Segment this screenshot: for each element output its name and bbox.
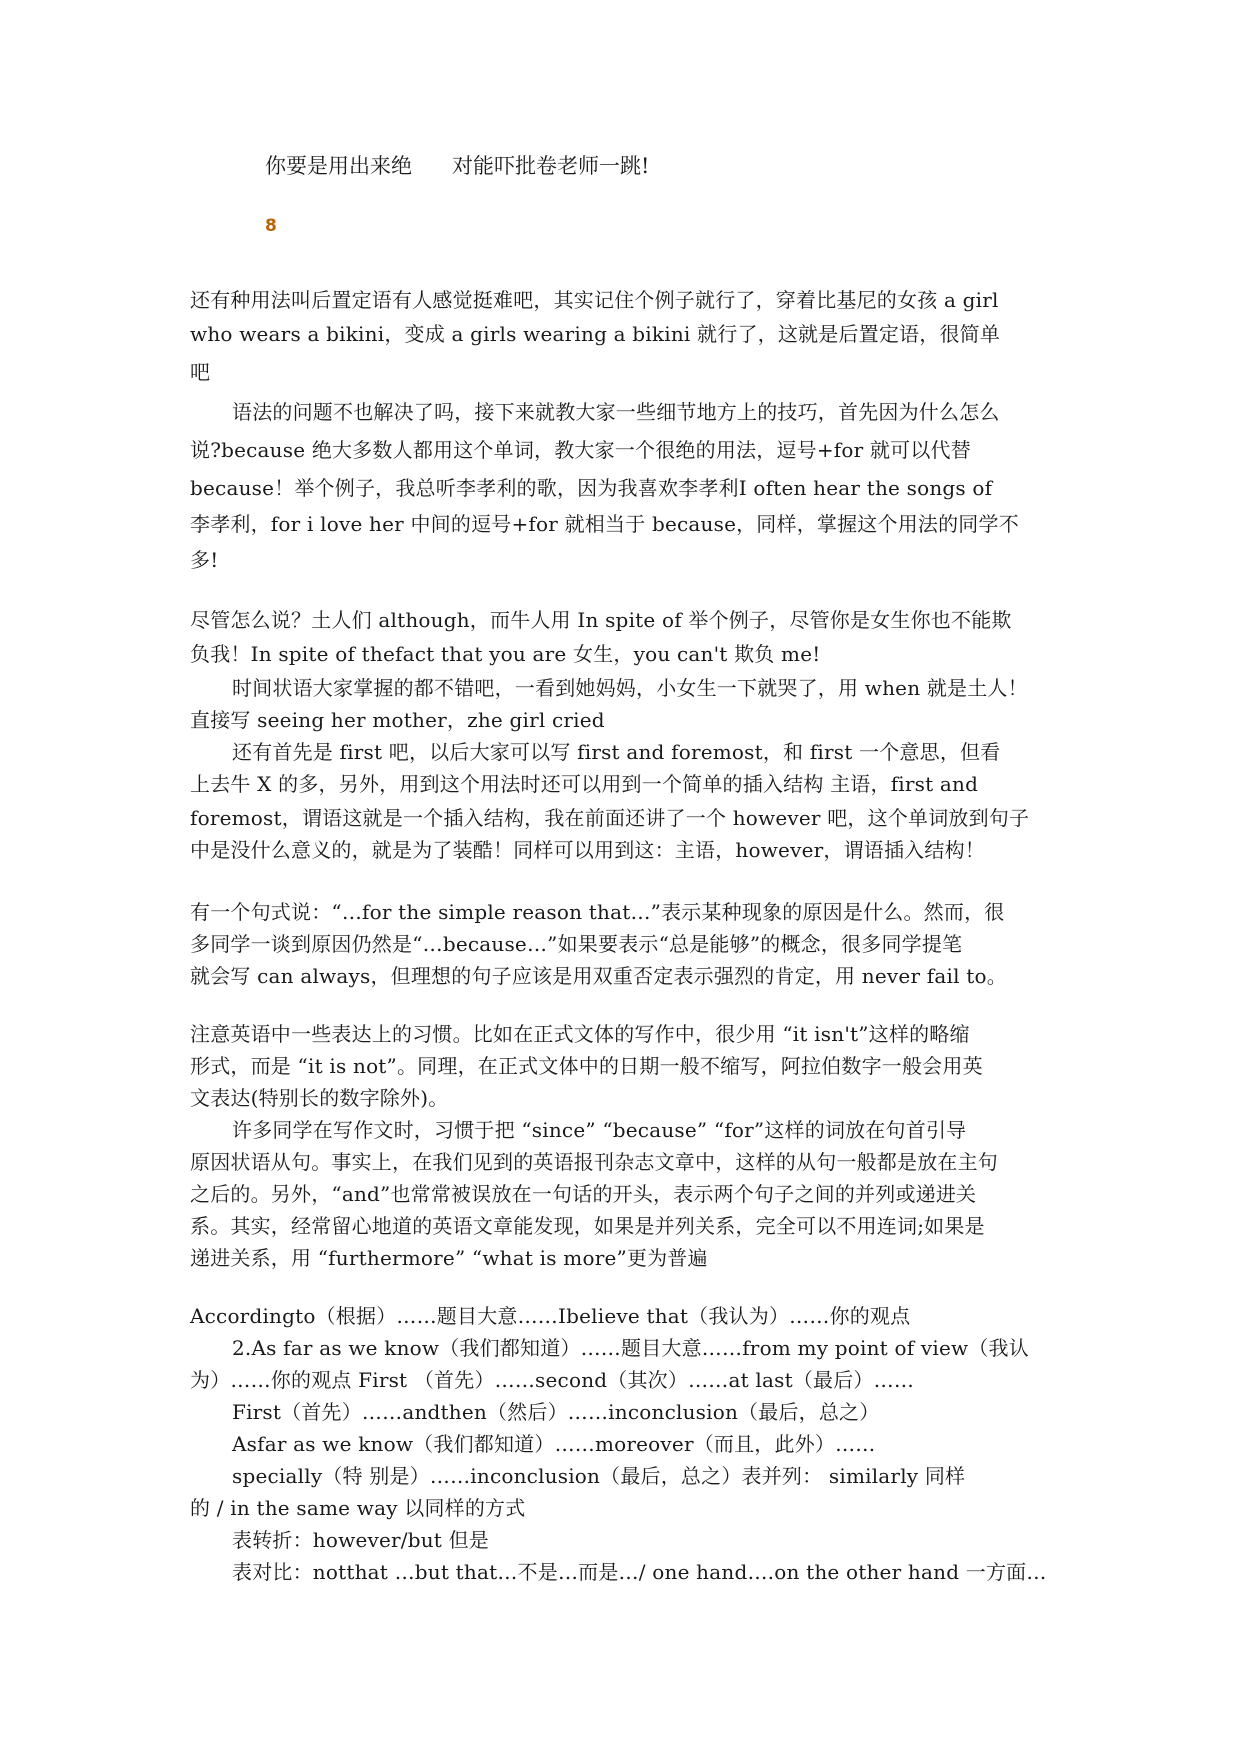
text-line: 的 / in the same way 以同样的方式 xyxy=(190,1496,526,1520)
text-line: 中是没什么意义的，就是为了装酷！同样可以用到这：主语，however，谓语插入结构！ xyxy=(190,838,985,862)
text-line: 许多同学在写作文时，习惯于把 “since” “because” “for”这样的词放在句首引导 xyxy=(232,1118,967,1142)
text-line: 直接写 seeing her mother，zhe girl cried xyxy=(190,708,605,732)
section-number: 8 xyxy=(265,216,277,236)
text-line: 就会写 can always，但理想的句子应该是用双重否定表示强烈的肯定，用 never fail to。 xyxy=(190,964,1007,988)
heading-part-2: 对能吓批卷老师一跳! xyxy=(452,154,650,178)
text-line: 为）……你的观点 First （首先）……second（其次）……at last（最后）…… xyxy=(190,1368,915,1392)
text-line: who wears a bikini，变成 a girls wearing a bikini 就行了，这就是后置定语，很简单 xyxy=(190,322,1001,346)
text-line: First（首先）……andthen（然后）……inconclusion（最后，总之） xyxy=(232,1400,880,1424)
text-line: 语法的问题不也解决了吗，接下来就教大家一些细节地方上的技巧，首先因为什么怎么 xyxy=(232,400,1000,424)
text-line: 上去牛 X 的多，另外，用到这个用法时还可以用到一个简单的插入结构 主语，first and xyxy=(190,772,979,796)
text-line: 2.As far as we know（我们都知道）……题目大意……from my point of view（我认 xyxy=(232,1336,1029,1360)
text-line: 文表达(特别长的数字除外)。 xyxy=(190,1086,449,1110)
text-line: 注意英语中一些表达上的习惯。比如在正式文体的写作中，很少用 “it isn't”这样的略缩 xyxy=(190,1022,970,1046)
text-line: 李孝利，for i love her 中间的逗号+for 就相当于 because，同样，掌握这个用法的同学不 xyxy=(190,512,1019,536)
text-line: because！举个例子，我总听李孝利的歌，因为我喜欢李孝利I often hear the songs of xyxy=(190,476,993,500)
text-line: 有一个句式说：“…for the simple reason that…”表示某种现象的原因是什么。然而，很 xyxy=(190,900,1005,924)
text-line: 原因状语从句。事实上，在我们见到的英语报刊杂志文章中，这样的从句一般都是放在主句 xyxy=(190,1150,998,1174)
text-line: 还有首先是 first 吧，以后大家可以写 first and foremost，和 first 一个意思，但看 xyxy=(232,740,1001,764)
heading-part-1: 你要是用出来绝 xyxy=(265,154,412,178)
text-line: 形式，而是 “it is not”。同理，在正式文体中的日期一般不缩写，阿拉伯数字一般会用英 xyxy=(190,1054,983,1078)
heading-line xyxy=(265,150,649,180)
text-line: 时间状语大家掌握的都不错吧，一看到她妈妈，小女生一下就哭了，用 when 就是土人！ xyxy=(232,676,1028,700)
text-line: 吧 xyxy=(190,360,211,384)
text-line: 说?because 绝大多数人都用这个单词，教大家一个很绝的用法，逗号+for 就可以代替 xyxy=(190,438,971,462)
text-line: 多同学一谈到原因仍然是“…because…”如果要表示“总是能够”的概念，很多同学提笔 xyxy=(190,932,963,956)
text-line: 还有种用法叫后置定语有人感觉挺难吧，其实记住个例子就行了，穿着比基尼的女孩 a girl xyxy=(190,288,999,312)
text-line: 负我！In spite of thefact that you are 女生，you can't 欺负 me! xyxy=(190,642,821,666)
text-line: 多! xyxy=(190,548,219,572)
text-line: 之后的。另外，“and”也常常被误放在一句话的开头，表示两个句子之间的并列或递进关 xyxy=(190,1182,977,1206)
text-line: Asfar as we know（我们都知道）……moreover（而且，此外）…… xyxy=(232,1432,876,1456)
text-line: foremost，谓语这就是一个插入结构，我在前面还讲了一个 however 吧，这个单词放到句子 xyxy=(190,806,1030,830)
text-line: specially（特 别是）……inconclusion（最后，总之）表并列： similarly 同样 xyxy=(232,1464,966,1488)
text-line: 系。其实，经常留心地道的英语文章能发现，如果是并列关系，完全可以不用连词;如果是 xyxy=(190,1214,985,1238)
text-line: Accordingto（根据）……题目大意……Ibelieve that（我认为）……你的观点 xyxy=(190,1304,911,1328)
text-line: 表转折：however/but 但是 xyxy=(232,1528,489,1552)
text-line: 递进关系，用 “furthermore” “what is more”更为普遍 xyxy=(190,1246,708,1270)
text-line: 表对比：notthat …but that…不是…而是…/ one hand….on the other hand 一方面… xyxy=(232,1560,1047,1584)
text-line: 尽管怎么说？土人们 although，而牛人用 In spite of 举个例子，尽管你是女生你也不能欺 xyxy=(190,608,1012,632)
